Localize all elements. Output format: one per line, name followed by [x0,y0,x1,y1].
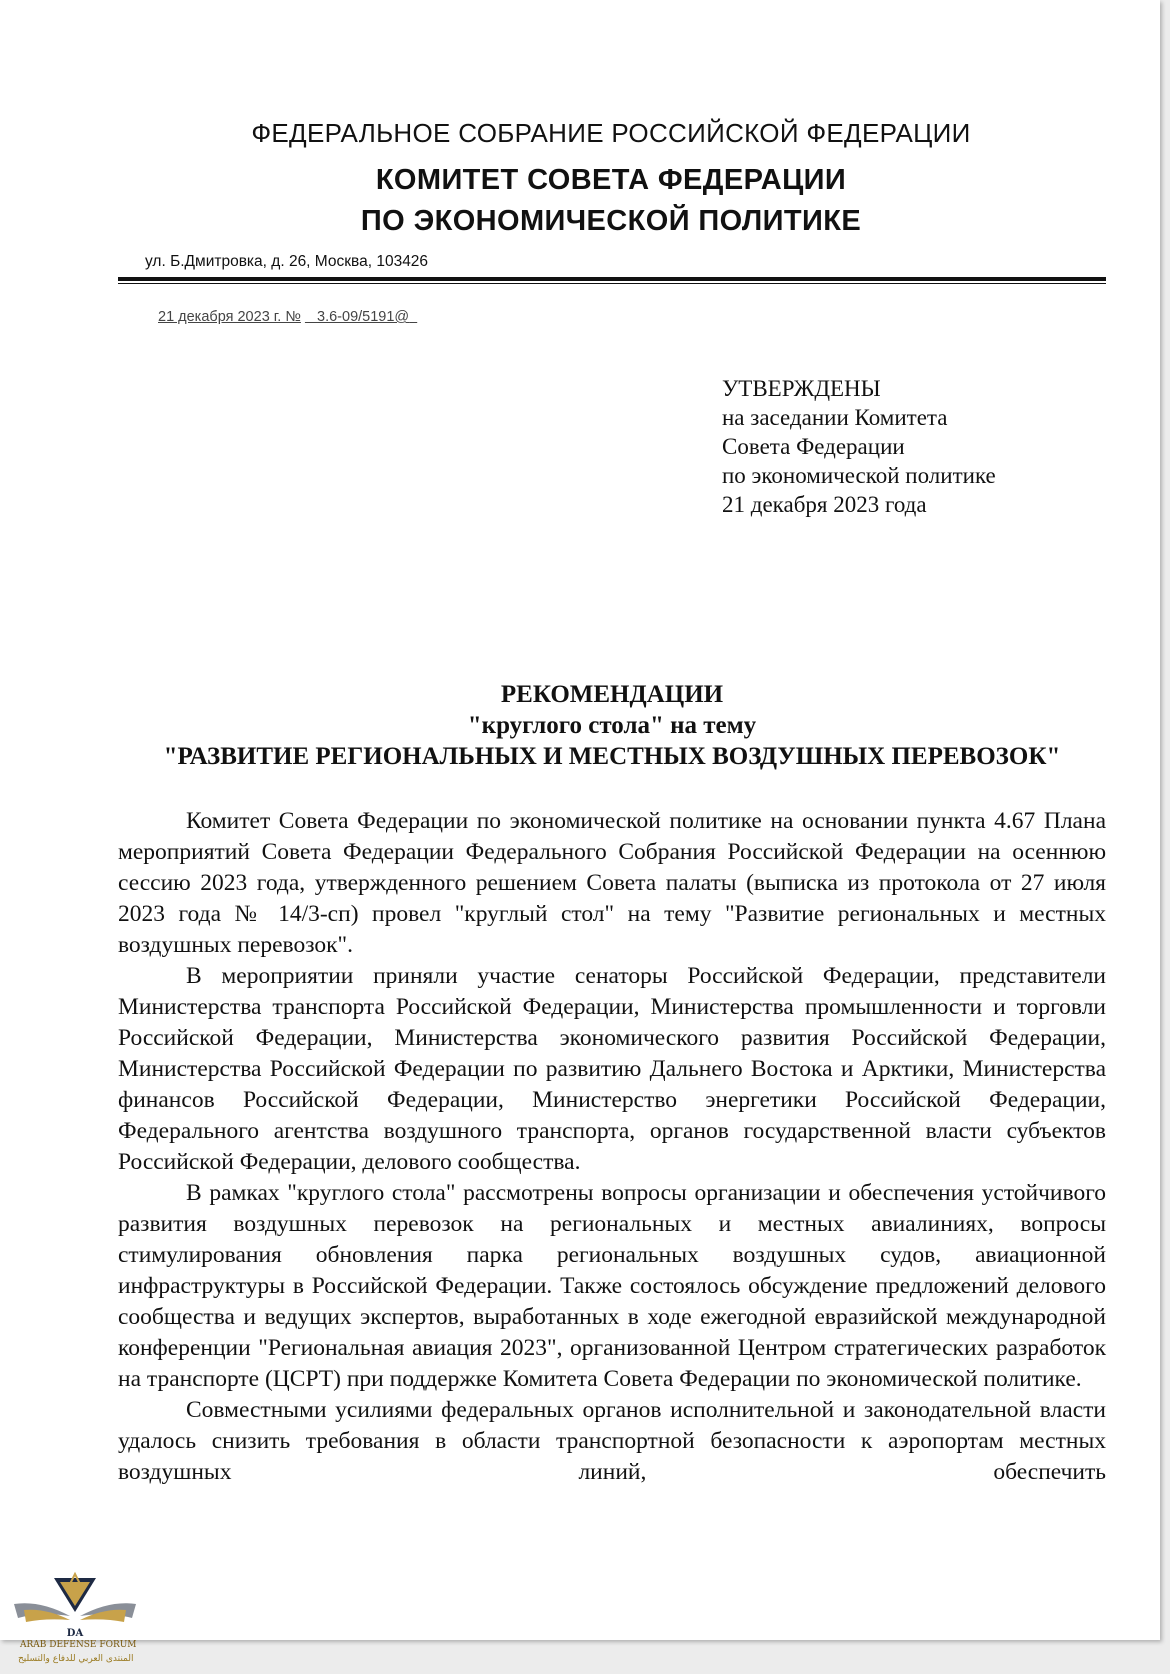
paragraph-2: В мероприятии приняли участие сенаторы Российской Федерации, представители Министерства транспорта Российской Федерации, Министерства промышленности и торговли Российской Федерации, Министерства экономического развития Российской Федерации, Министерства Российской Федерации по развитию Дальнего Востока и Арктики, Министерства финансов Российской Федерации, Министерство энергетики Российской Федерации, Федерального агентства воздушного транспорта, органов государственной власти субъектов Российской Федерации, делового сообщества. [118,963,1106,1175]
approval-line4: по экономической политике [722,463,996,488]
document-body [118,806,1106,1488]
approval-line3: Совета Федерации [722,434,905,459]
header-divider-thick [118,277,1106,281]
title-line1: РЕКОМЕНДАЦИИ [500,681,724,708]
registration-line [158,309,417,325]
organization-heading: ФЕДЕРАЛЬНОЕ СОБРАНИЕ РОССИЙСКОЙ ФЕДЕРАЦИИ [251,118,971,148]
registration-date: 21 декабря 2023 г. № [158,309,301,325]
paragraph-1: Комитет Совета Федерации по экономической политике на основании пункта 4.67 Плана мероприятий Совета Федерации Федерального Собрания Российской Федерации на осеннюю сессию 2023 года, утвержденного решением Совета палаты (выписка из протокола от 27 июля 2023 года № 14/3-сп) провел "круглый стол" на тему "Развитие региональных и местных воздушных перевозок". [118,808,1106,958]
address: ул. Б.Дмитровка, д. 26, Москва, 103426 [145,253,429,270]
forum-logo-text-en: ARAB DEFENSE FORUM [20,1640,137,1650]
forum-logo-text-ar: المنتدى العربي للدفاع والتسليح [18,1654,134,1664]
title-line2: "круглого стола" на тему [467,712,757,739]
registration-number: 3.6-09/5191@ [317,309,410,325]
paragraph-4: Совместными усилиями федеральных органов исполнительной и законодательной власти удалось снизить требования в области транспортной безопасности к аэропортам местных воздушных линий, обеспечить [118,1397,1106,1485]
committee-heading-line1: КОМИТЕТ СОВЕТА ФЕДЕРАЦИИ [375,164,847,196]
document-title [118,679,1106,772]
header-divider-thin [118,283,1106,284]
committee-heading [0,160,1170,242]
paragraph-3: В рамках "круглого стола" рассмотрены вопросы организации и обеспечения устойчивого развития воздушных перевозок на региональных и местных авиалиниях, вопросы стимулирования обновления парка региональных воздушных судов, авиационной инфраструктуры в Российской Федерации. Также состоялось обсуждение предложений делового сообщества и ведущих экспертов, выработанных в ходе ежегодной евразийской международной конференции "Региональная авиация 2023", организованной Центром стратегических разработок на транспорте (ЦСРТ) при поддержке Комитета Совета Федерации по экономической политике. [118,1180,1106,1392]
approval-line2: на заседании Комитета [722,405,948,430]
committee-heading-line2: ПО ЭКОНОМИЧЕСКОЙ ПОЛИТИКЕ [360,205,862,237]
approval-line5: 21 декабря 2023 года [722,492,927,517]
svg-text:DA: DA [66,1628,84,1639]
approval-stamp [722,374,996,519]
approval-line1: УТВЕРЖДЕНЫ [722,376,881,401]
title-line3: "РАЗВИТИЕ РЕГИОНАЛЬНЫХ И МЕСТНЫХ ВОЗДУШНЫХ ПЕРЕВОЗОК" [163,743,1061,770]
